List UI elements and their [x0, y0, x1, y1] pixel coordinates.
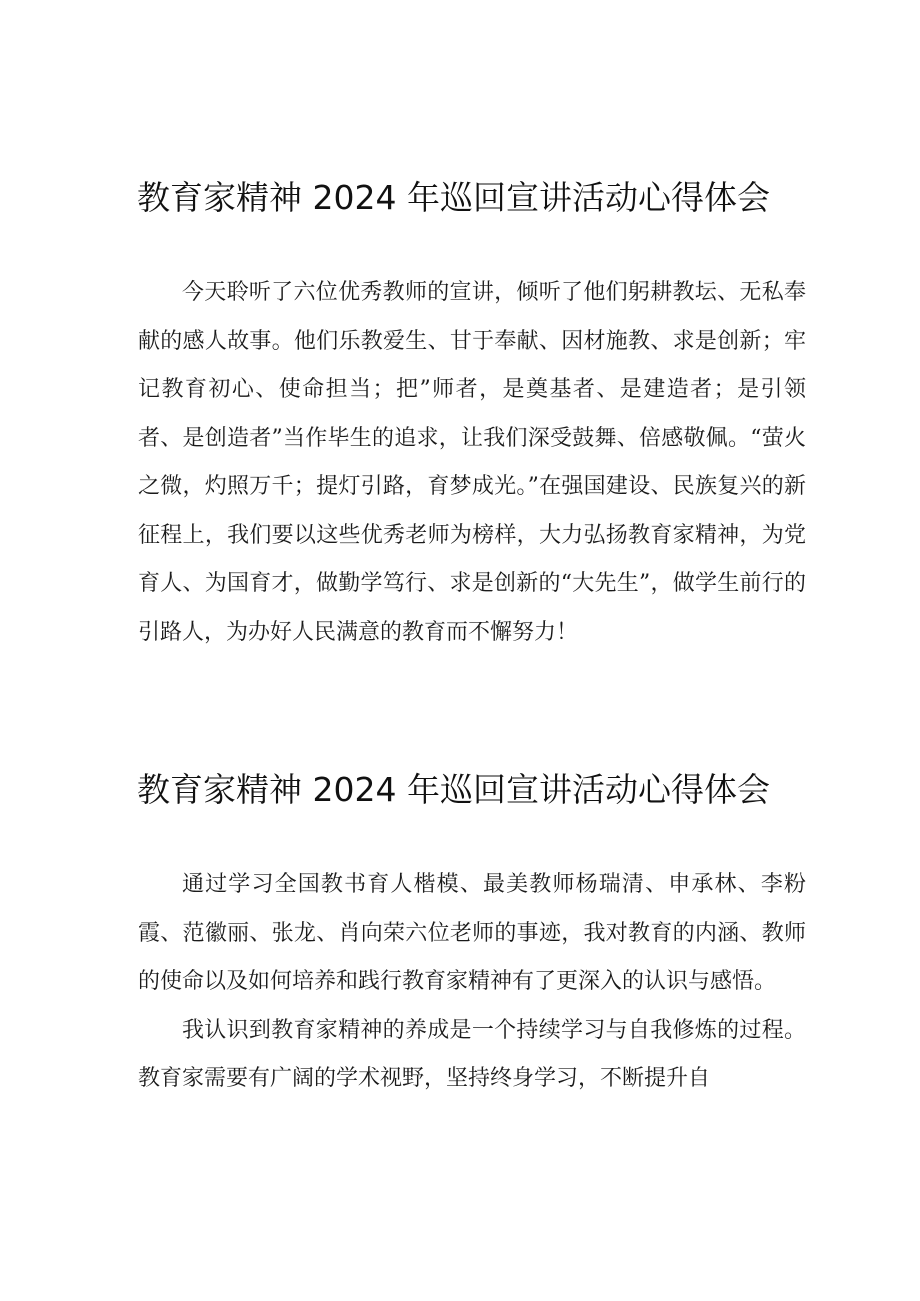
section-1-title: 教育家精神 2024 年巡回宣讲活动心得体会 [137, 178, 770, 217]
section-1-paragraph-1: 今天聆听了六位优秀教师的宣讲，倾听了他们躬耕教坛、无私奉献的感人故事。他们乐教爱生、甘于奉献、因材施教、求是创新；牢记教育初心、使命担当；把”师者，是奠基者、是建造者；是引领者、是创造者”当作毕生的追求，让我们深受鼓舞、倍感敬佩。“萤火之微，灼照万千；提灯引路，育梦成光。”在强国建设、民族复兴的新征程上，我们要以这些优秀老师为榜样，大力弘扬教育家精神，为党育人、为国育才，做勤学笃行、求是创新的“大先生”，做学生前行的引路人，为办好人民满意的教育而不懈努力！ [138, 280, 806, 645]
section-2-title: 教育家精神 2024 年巡回宣讲活动心得体会 [137, 770, 770, 809]
section-1-body [138, 269, 806, 657]
section-2-paragraph-1: 通过学习全国教书育人楷模、最美教师杨瑞清、申承林、李粉霞、范徽丽、张龙、肖向荣六位老师的事迹，我对教育的内涵、教师的使命以及如何培养和践行教育家精神有了更深入的认识与感悟。 [138, 872, 806, 994]
section-2-body [138, 861, 806, 1104]
section-2-paragraph-2: 我认识到教育家精神的养成是一个持续学习与自我修炼的过程。教育家需要有广阔的学术视野，坚持终身学习，不断提升自 [138, 1017, 806, 1091]
